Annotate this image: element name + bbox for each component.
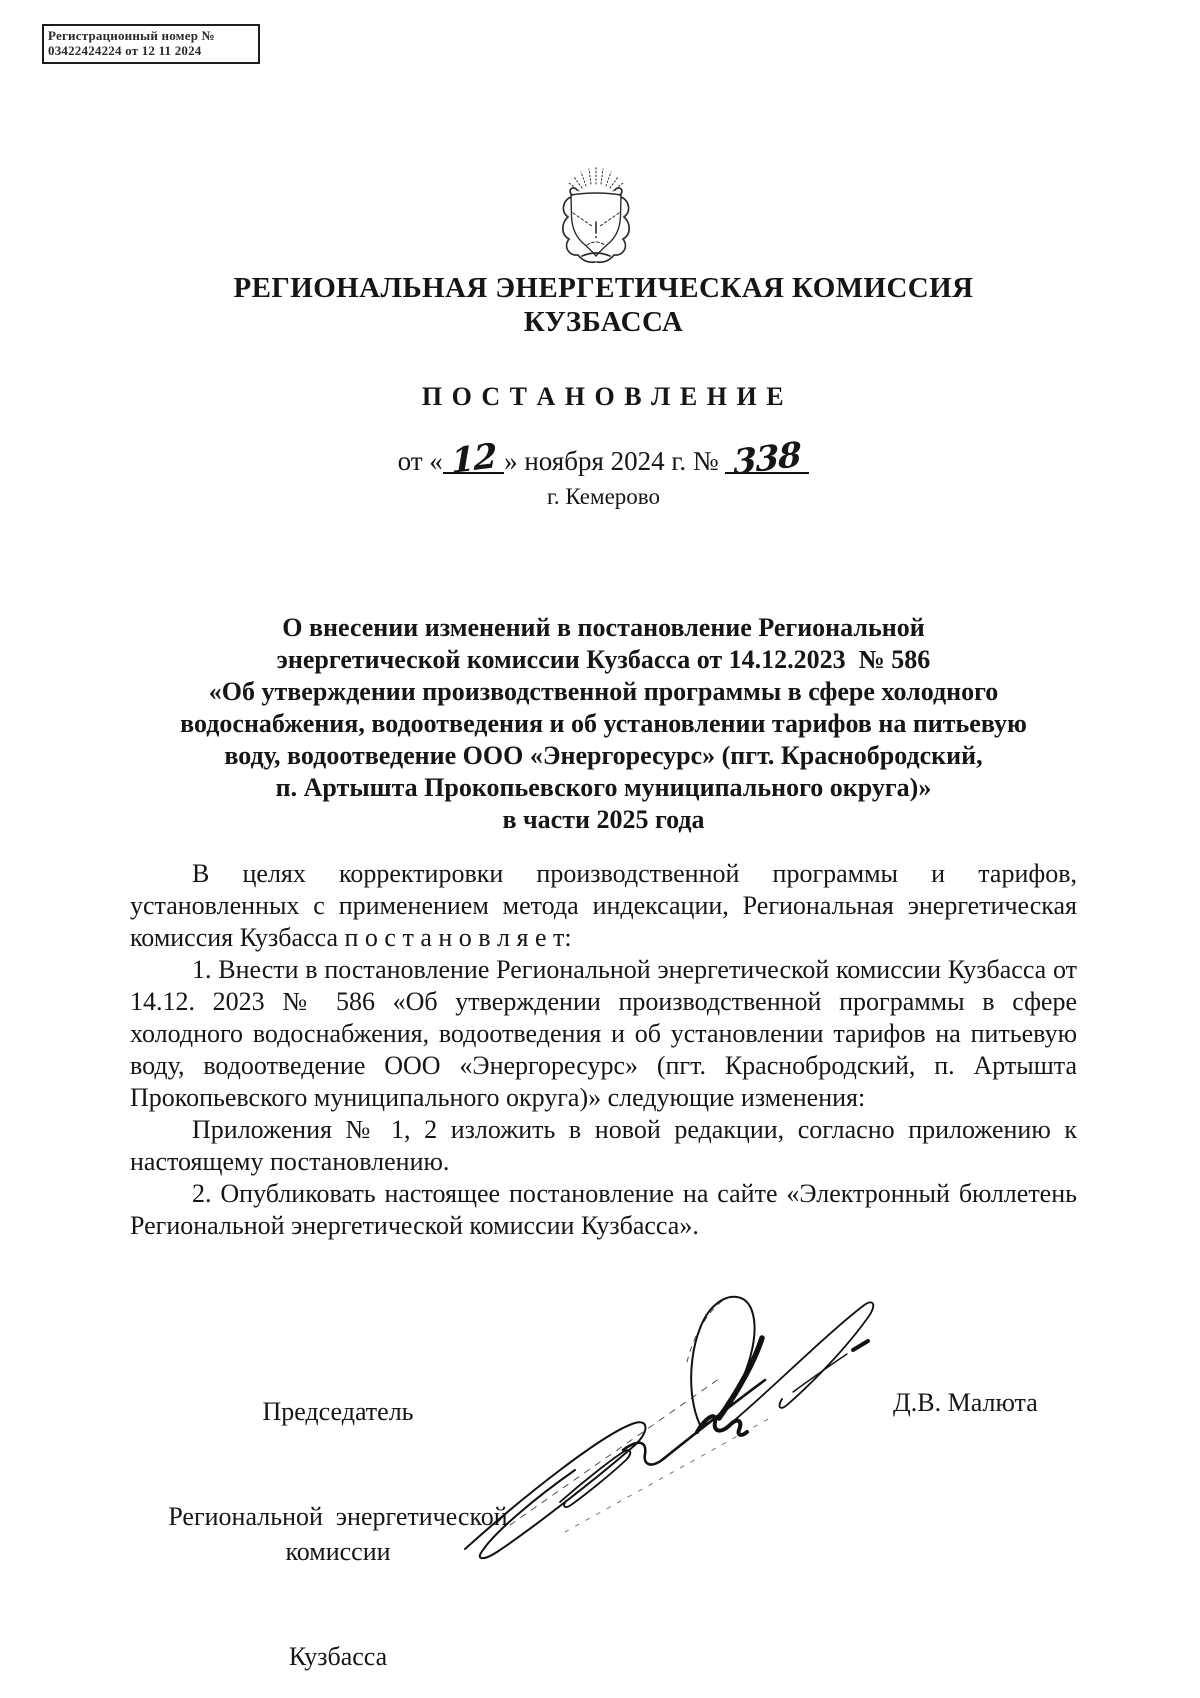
place-line: г. Кемерово xyxy=(547,484,660,509)
signer-position-line1: Председатель xyxy=(262,1397,414,1426)
body-paragraph: 2. Опубликовать настоящее постановление на сайте «Электронный бюллетень Региональной энергетической комиссии Кузбасса». xyxy=(130,1179,1077,1240)
title-line: «Об утверждении производственной программы в сфере холодного xyxy=(208,677,999,706)
org-name-line1: РЕГИОНАЛЬНАЯ ЭНЕРГЕТИЧЕСКАЯ КОМИССИЯ xyxy=(233,272,974,304)
doc-type-heading: П О С Т А Н О В Л Е Н И Е xyxy=(421,382,786,411)
stamp-line1: Регистрационный номер № xyxy=(48,28,215,43)
handwritten-day: 12 xyxy=(450,436,497,482)
coat-of-arms-icon xyxy=(556,164,636,268)
stamp-line2: 03422424224 от 12 11 2024 xyxy=(48,43,202,58)
handwritten-number: 338 xyxy=(733,434,802,484)
title-line: О внесении изменений в постановление Региональной xyxy=(282,613,925,642)
title-line: воду, водоотведение ООО «Энергоресурс» (пгт. Краснобродский, xyxy=(224,741,983,770)
title-line: п. Артышта Прокопьевского муниципального округа)» xyxy=(275,773,932,802)
date-middle: ноября 2024 г. № xyxy=(517,446,726,476)
handwritten-number-underline xyxy=(725,434,809,484)
handwritten-signature xyxy=(425,1180,905,1575)
body-paragraph: Приложения № 1, 2 изложить в новой редакции, согласно приложению к настоящему постановлению. xyxy=(130,1115,1077,1176)
date-prefix: от « xyxy=(397,446,443,476)
body-paragraph: В целях корректировки производственной программы и тарифов, установленных с применением метода индексации, Региональная энергетическая комиссия Кузбасса п о с т а н о в л я е т: xyxy=(130,859,1077,952)
title-line: в части 2025 года xyxy=(502,805,705,834)
signer-position-line2: Региональной энергетической комиссии xyxy=(168,1502,515,1566)
title-line: энергетической комиссии Кузбасса от 14.12.2023 № 586 xyxy=(276,645,931,674)
date-line xyxy=(130,434,1077,484)
handwritten-day-underline xyxy=(443,436,504,482)
signer-name: Д.В. Малюта xyxy=(893,1388,1038,1417)
date-close-quote: » xyxy=(504,446,518,476)
title-line: водоснабжения, водоотведения и об установлении тарифов на питьевую xyxy=(180,709,1027,738)
signer-position-line3: Кузбасса xyxy=(288,1642,388,1671)
body-paragraph: 1. Внести в постановление Региональной энергетической комиссии Кузбасса от 14.12. 2023 № 586 «Об утверждении производственной программы в сфере холодного водоснабжения, водоотведения и об установлении тарифов на питьевую воду, водоотведение ООО «Энергоресурс» (пгт. Краснобродский, п. Артышта Прокопьевского муниципального округа)» следующие изменения: xyxy=(130,955,1077,1112)
document-title xyxy=(130,612,1077,836)
registration-stamp xyxy=(42,24,260,64)
org-name-line2: КУЗБАССА xyxy=(523,306,684,338)
